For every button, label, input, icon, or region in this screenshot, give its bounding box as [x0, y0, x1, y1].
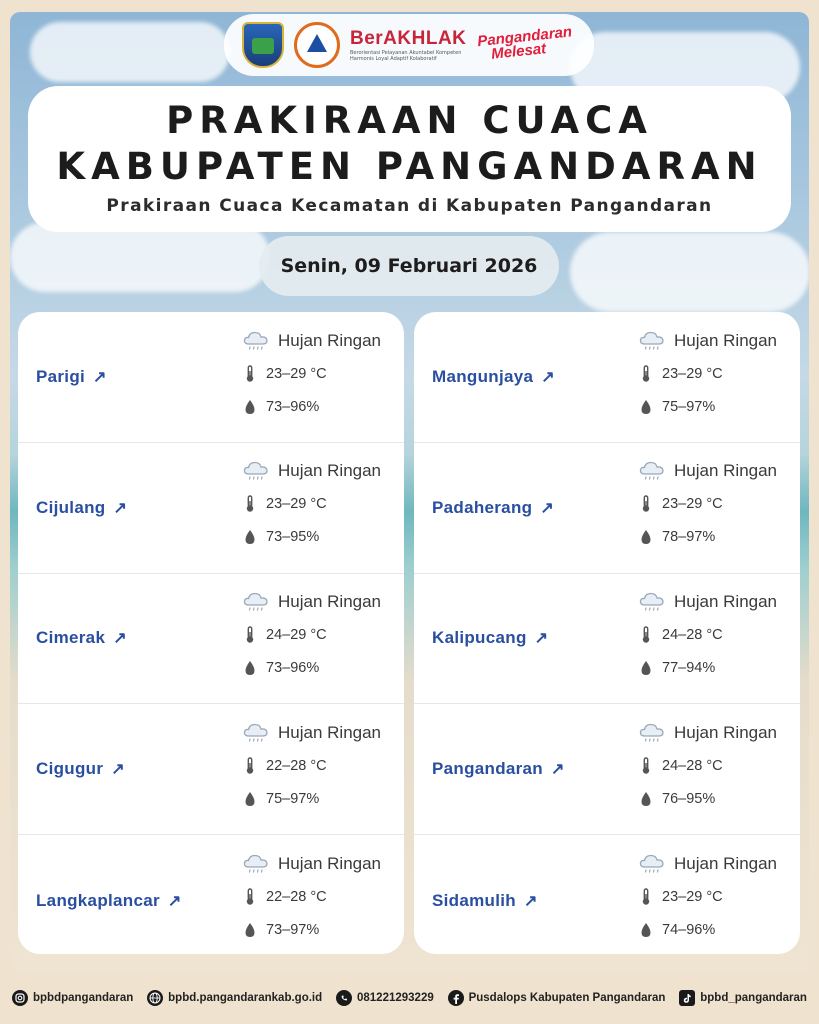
weather-condition — [242, 716, 400, 749]
tiktok-handle: bpbd_pangandaran — [700, 992, 807, 1004]
district-name: Padaherang — [432, 497, 533, 517]
district-link[interactable] — [36, 628, 127, 648]
page-title-line-2: KABUPATEN PANGANDARAN — [56, 145, 763, 188]
instagram-icon — [12, 990, 28, 1006]
whatsapp-number: 081221293229 — [356, 992, 434, 1004]
weather-condition — [242, 324, 400, 357]
thermometer-icon — [242, 626, 258, 644]
partner-logos-bar — [224, 14, 594, 76]
temperature-range — [242, 880, 400, 913]
water-drop-icon — [242, 660, 258, 676]
temperature-text: 24–29 °C — [266, 627, 327, 644]
title-card — [28, 86, 791, 232]
light-rain-cloud-icon — [638, 721, 666, 745]
humidity-text: 77–94% — [662, 660, 716, 677]
bpbd-logo — [294, 22, 340, 68]
footer-instagram[interactable] — [12, 990, 133, 1006]
forecast-details — [242, 455, 400, 554]
thermometer-icon — [638, 365, 654, 383]
forecast-details — [638, 716, 796, 815]
background-cloud — [570, 232, 809, 312]
light-rain-cloud-icon — [242, 329, 270, 353]
temperature-text: 24–28 °C — [662, 757, 723, 774]
condition-text: Hujan Ringan — [674, 330, 778, 350]
thermometer-icon — [638, 757, 654, 775]
temperature-text: 22–28 °C — [266, 757, 327, 774]
district-name: Cijulang — [36, 497, 106, 517]
light-rain-cloud-icon — [638, 329, 666, 353]
berakhlak-logo-text: BerAKHLAK — [350, 28, 467, 49]
forecast-date: Senin, 09 Februari 2026 — [259, 236, 559, 296]
condition-text: Hujan Ringan — [674, 592, 778, 612]
external-link-arrow-icon: ↗ — [111, 761, 125, 779]
background-cloud — [30, 22, 230, 82]
pangandaran-melesat-logo: Pangandaran Melesat — [476, 23, 573, 63]
thermometer-icon — [638, 626, 654, 644]
weather-condition — [242, 455, 400, 488]
external-link-arrow-icon: ↗ — [93, 368, 107, 386]
district-link[interactable] — [36, 367, 107, 387]
external-link-arrow-icon: ↗ — [113, 499, 128, 517]
background-cloud — [10, 222, 270, 292]
humidity-text: 76–95% — [662, 790, 716, 807]
district-name: Parigi — [36, 366, 86, 386]
berakhlak-logo-tagline: Berorientasi Pelayanan Akuntabel Kompeten Harmonis Loyal Adaptif Kolaboratif — [350, 50, 462, 62]
condition-text: Hujan Ringan — [278, 330, 382, 350]
globe-icon — [147, 990, 163, 1006]
district-name: Cigugur — [36, 759, 104, 779]
condition-text: Hujan Ringan — [674, 722, 778, 742]
district-link[interactable] — [432, 759, 565, 779]
thermometer-icon — [638, 495, 654, 513]
forecast-list-right — [414, 312, 800, 954]
condition-text: Hujan Ringan — [278, 722, 382, 742]
district-name: Langkaplancar — [36, 890, 160, 910]
district-name: Kalipucang — [432, 628, 527, 648]
water-drop-icon — [242, 922, 258, 938]
district-name: Mangunjaya — [432, 366, 534, 386]
water-drop-icon — [638, 399, 654, 415]
external-link-arrow-icon: ↗ — [167, 892, 182, 910]
district-forecast-row — [18, 574, 404, 705]
condition-text: Hujan Ringan — [278, 592, 382, 612]
humidity-range — [242, 652, 400, 685]
water-drop-icon — [242, 529, 258, 545]
footer-tiktok[interactable] — [679, 990, 807, 1006]
humidity-range — [638, 782, 796, 815]
humidity-range — [242, 521, 400, 554]
humidity-text: 73–97% — [266, 921, 320, 938]
temperature-text: 24–28 °C — [662, 627, 723, 644]
forecast-details — [638, 847, 796, 946]
district-forecast-row — [18, 443, 404, 574]
district-link[interactable] — [432, 498, 554, 518]
weather-condition — [638, 847, 796, 880]
district-link[interactable] — [432, 628, 548, 648]
district-forecast-row — [414, 835, 800, 954]
page-subtitle: Prakiraan Cuaca Kecamatan di Kabupaten Pangandaran — [106, 196, 713, 216]
humidity-range — [638, 390, 796, 423]
humidity-text: 73–96% — [266, 660, 320, 677]
district-link[interactable] — [36, 759, 125, 779]
light-rain-cloud-icon — [242, 721, 270, 745]
water-drop-icon — [638, 660, 654, 676]
external-link-arrow-icon: ↗ — [113, 630, 127, 648]
temperature-text: 23–29 °C — [662, 365, 723, 382]
humidity-range — [242, 390, 400, 423]
weather-condition — [638, 324, 796, 357]
humidity-text: 74–96% — [662, 921, 716, 938]
temperature-range — [638, 619, 796, 652]
footer-website[interactable] — [147, 990, 322, 1006]
humidity-range — [242, 782, 400, 815]
temperature-range — [638, 488, 796, 521]
temperature-range — [242, 488, 400, 521]
temperature-range — [638, 357, 796, 390]
footer-contacts — [0, 972, 819, 1024]
external-link-arrow-icon: ↗ — [551, 761, 565, 779]
district-forecast-row — [414, 574, 800, 705]
district-forecast-row — [414, 312, 800, 443]
light-rain-cloud-icon — [242, 590, 270, 614]
district-link[interactable] — [432, 891, 538, 911]
thermometer-icon — [242, 888, 258, 906]
light-rain-cloud-icon — [638, 459, 666, 483]
humidity-text: 73–95% — [266, 529, 320, 546]
thermometer-icon — [242, 495, 258, 513]
temperature-range — [242, 749, 400, 782]
light-rain-cloud-icon — [242, 459, 270, 483]
humidity-text: 73–96% — [266, 398, 320, 415]
footer-facebook[interactable] — [448, 990, 666, 1006]
district-link[interactable] — [432, 367, 555, 387]
humidity-text: 75–97% — [266, 790, 320, 807]
temperature-range — [242, 619, 400, 652]
district-link[interactable] — [36, 891, 182, 911]
forecast-details — [242, 324, 400, 423]
water-drop-icon — [638, 529, 654, 545]
forecast-details — [638, 324, 796, 423]
facebook-icon — [448, 990, 464, 1006]
forecast-details — [242, 716, 400, 815]
humidity-range — [638, 521, 796, 554]
external-link-arrow-icon: ↗ — [523, 892, 538, 910]
forecast-list-left — [18, 312, 404, 954]
water-drop-icon — [242, 399, 258, 415]
district-forecast-row — [414, 704, 800, 835]
pangandaran-regency-crest-logo — [242, 22, 284, 68]
district-forecast-row — [18, 704, 404, 835]
temperature-text: 22–28 °C — [266, 888, 327, 905]
water-drop-icon — [638, 922, 654, 938]
temperature-text: 23–29 °C — [662, 888, 723, 905]
light-rain-cloud-icon — [242, 852, 270, 876]
condition-text: Hujan Ringan — [278, 853, 382, 873]
weather-condition — [638, 586, 796, 619]
external-link-arrow-icon: ↗ — [534, 630, 549, 648]
temperature-range — [638, 749, 796, 782]
water-drop-icon — [242, 791, 258, 807]
weather-condition — [242, 847, 400, 880]
temperature-range — [638, 880, 796, 913]
temperature-range — [242, 357, 400, 390]
forecast-details — [242, 847, 400, 946]
page-title-line-1: PRAKIRAAN CUACA — [166, 99, 653, 142]
instagram-handle: bpbdpangandaran — [33, 992, 134, 1004]
condition-text: Hujan Ringan — [674, 853, 778, 873]
humidity-range — [638, 913, 796, 946]
humidity-text: 78–97% — [662, 529, 716, 546]
forecast-details — [638, 586, 796, 685]
temperature-text: 23–29 °C — [662, 496, 723, 513]
district-name: Pangandaran — [432, 759, 543, 779]
forecast-details — [242, 586, 400, 685]
temperature-text: 23–29 °C — [266, 365, 327, 382]
condition-text: Hujan Ringan — [674, 461, 778, 481]
light-rain-cloud-icon — [638, 590, 666, 614]
forecast-details — [638, 455, 796, 554]
condition-text: Hujan Ringan — [278, 461, 382, 481]
district-forecast-row — [18, 835, 404, 954]
humidity-range — [242, 913, 400, 946]
weather-condition — [638, 455, 796, 488]
district-forecast-row — [18, 312, 404, 443]
weather-condition — [638, 716, 796, 749]
external-link-arrow-icon: ↗ — [541, 368, 555, 386]
humidity-text: 75–97% — [662, 398, 716, 415]
facebook-page: Pusdalops Kabupaten Pangandaran — [468, 992, 666, 1004]
district-forecast-row — [414, 443, 800, 574]
district-name: Sidamulih — [432, 890, 516, 910]
external-link-arrow-icon: ↗ — [540, 499, 555, 517]
thermometer-icon — [638, 888, 654, 906]
district-name: Cimerak — [36, 628, 106, 648]
humidity-range — [638, 652, 796, 685]
whatsapp-icon — [336, 990, 352, 1006]
district-link[interactable] — [36, 498, 127, 518]
tiktok-icon — [679, 990, 695, 1006]
thermometer-icon — [242, 757, 258, 775]
water-drop-icon — [638, 791, 654, 807]
footer-whatsapp[interactable] — [336, 990, 434, 1006]
thermometer-icon — [242, 365, 258, 383]
website-url: bpbd.pangandarankab.go.id — [168, 992, 323, 1004]
weather-condition — [242, 586, 400, 619]
light-rain-cloud-icon — [638, 852, 666, 876]
temperature-text: 23–29 °C — [266, 496, 327, 513]
berakhlak-logo — [350, 28, 468, 62]
